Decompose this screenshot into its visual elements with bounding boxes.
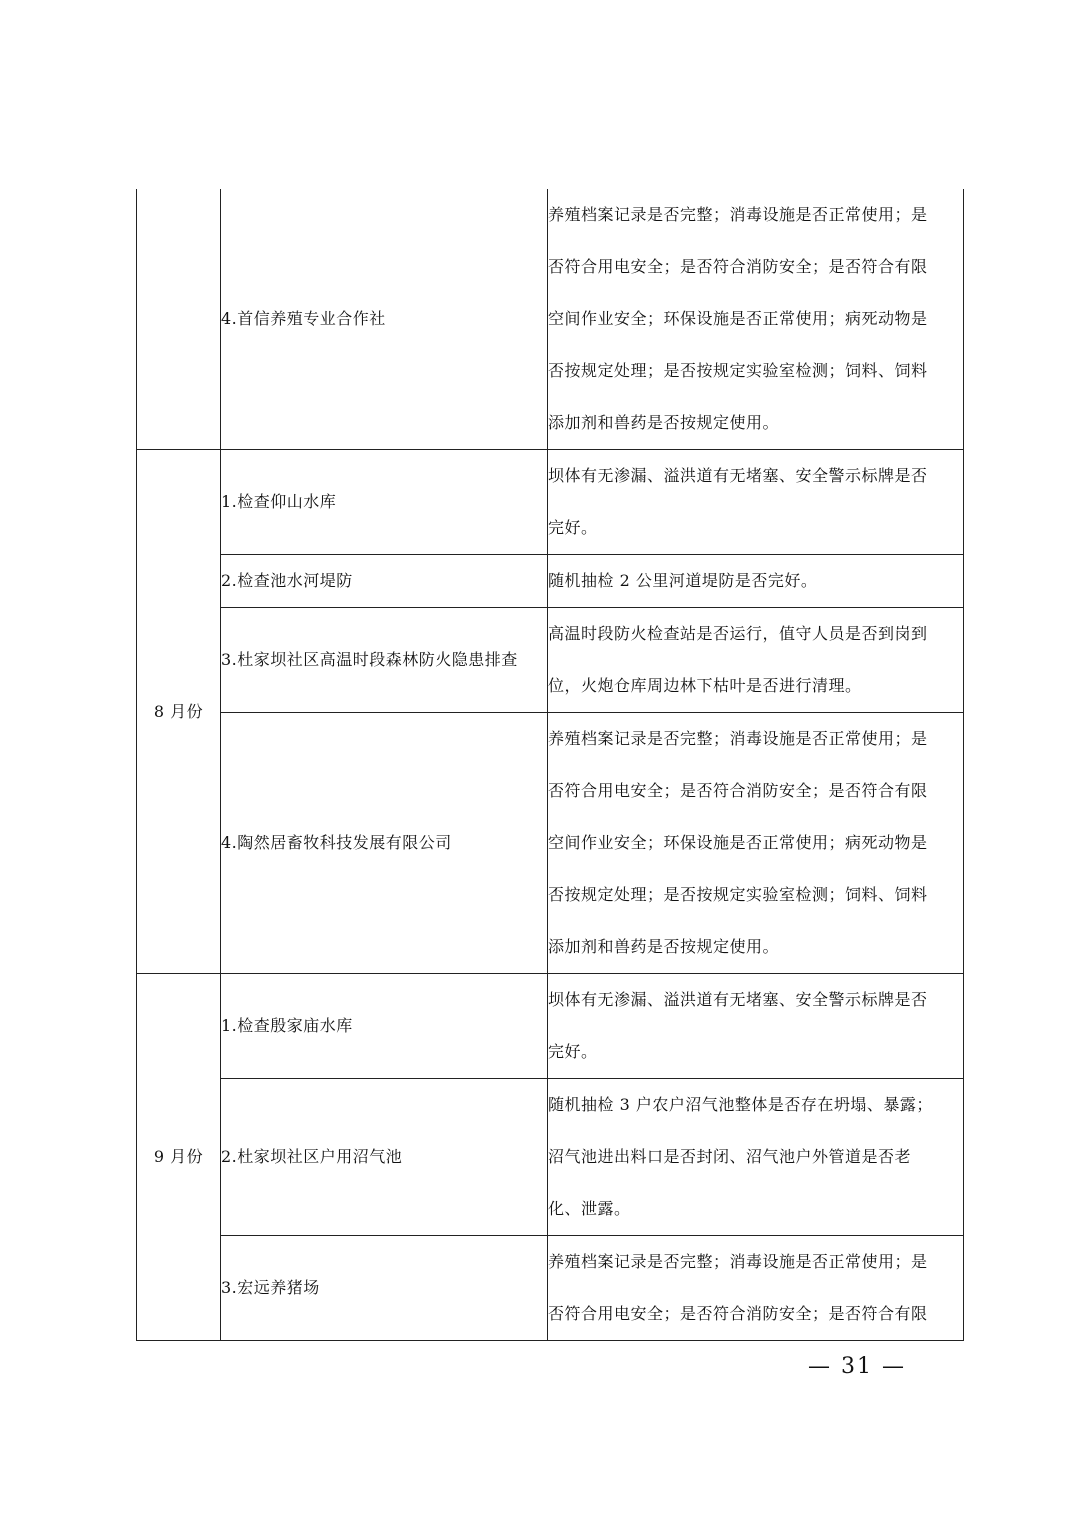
table-row xyxy=(137,1236,964,1341)
table-row xyxy=(137,974,964,1079)
description-cell xyxy=(548,555,964,608)
description-line: 化、泄露。 xyxy=(548,1199,631,1218)
description-line: 添加剂和兽药是否按规定使用。 xyxy=(548,413,780,432)
description-line: 养殖档案记录是否完整；消毒设施是否正常使用；是 xyxy=(548,205,928,224)
table-row xyxy=(137,1079,964,1236)
description-line: 坝体有无渗漏、溢洪道有无堵塞、安全警示标牌是否 xyxy=(548,990,928,1009)
description-line: 养殖档案记录是否完整；消毒设施是否正常使用；是 xyxy=(548,729,928,748)
description-line: 随机抽检 2 公里河道堤防是否完好。 xyxy=(548,571,818,590)
description-line: 沼气池进出料口是否封闭、沼气池户外管道是否老 xyxy=(548,1147,912,1166)
item-cell: 2.检查池水河堤防 xyxy=(221,555,548,608)
description-line: 否按规定处理；是否按规定实验室检测；饲料、饲料 xyxy=(548,885,928,904)
description-line: 否符合用电安全；是否符合消防安全；是否符合有限 xyxy=(548,257,928,276)
page-number: — 31 — xyxy=(808,1354,906,1379)
table-row xyxy=(137,713,964,974)
description-line: 完好。 xyxy=(548,518,598,537)
description-cell xyxy=(548,1236,964,1341)
description-line: 随机抽检 3 户农户沼气池整体是否存在坍塌、暴露； xyxy=(548,1095,933,1114)
description-cell xyxy=(548,450,964,555)
description-line: 空间作业安全；环保设施是否正常使用；病死动物是 xyxy=(548,309,928,328)
table-row xyxy=(137,189,964,450)
item-cell: 3.杜家坝社区高温时段森林防火隐患排查 xyxy=(221,608,548,713)
item-cell: 4.陶然居畜牧科技发展有限公司 xyxy=(221,713,548,974)
table-row xyxy=(137,608,964,713)
description-cell xyxy=(548,974,964,1079)
description-line: 养殖档案记录是否完整；消毒设施是否正常使用；是 xyxy=(548,1252,928,1271)
item-cell: 1.检查殷家庙水库 xyxy=(221,974,548,1079)
description-line: 否符合用电安全；是否符合消防安全；是否符合有限 xyxy=(548,781,928,800)
description-cell xyxy=(548,1079,964,1236)
description-line: 否按规定处理；是否按规定实验室检测；饲料、饲料 xyxy=(548,361,928,380)
description-line: 否符合用电安全；是否符合消防安全；是否符合有限 xyxy=(548,1304,928,1323)
description-line: 添加剂和兽药是否按规定使用。 xyxy=(548,937,780,956)
item-cell: 2.杜家坝社区户用沼气池 xyxy=(221,1079,548,1236)
item-cell: 3.宏远养猪场 xyxy=(221,1236,548,1341)
description-line: 空间作业安全；环保设施是否正常使用；病死动物是 xyxy=(548,833,928,852)
table-row xyxy=(137,450,964,555)
month-cell-august: 8 月份 xyxy=(137,450,221,974)
month-cell xyxy=(137,189,221,450)
item-cell: 1.检查仰山水库 xyxy=(221,450,548,555)
month-cell-september: 9 月份 xyxy=(137,974,221,1341)
item-cell: 4.首信养殖专业合作社 xyxy=(221,189,548,450)
table-row xyxy=(137,555,964,608)
inspection-schedule-table xyxy=(136,189,964,1341)
description-cell xyxy=(548,189,964,450)
description-cell xyxy=(548,608,964,713)
description-line: 位，火炮仓库周边林下枯叶是否进行清理。 xyxy=(548,676,862,695)
description-cell xyxy=(548,713,964,974)
description-line: 坝体有无渗漏、溢洪道有无堵塞、安全警示标牌是否 xyxy=(548,466,928,485)
description-line: 高温时段防火检查站是否运行，值守人员是否到岗到 xyxy=(548,624,928,643)
description-line: 完好。 xyxy=(548,1042,598,1061)
